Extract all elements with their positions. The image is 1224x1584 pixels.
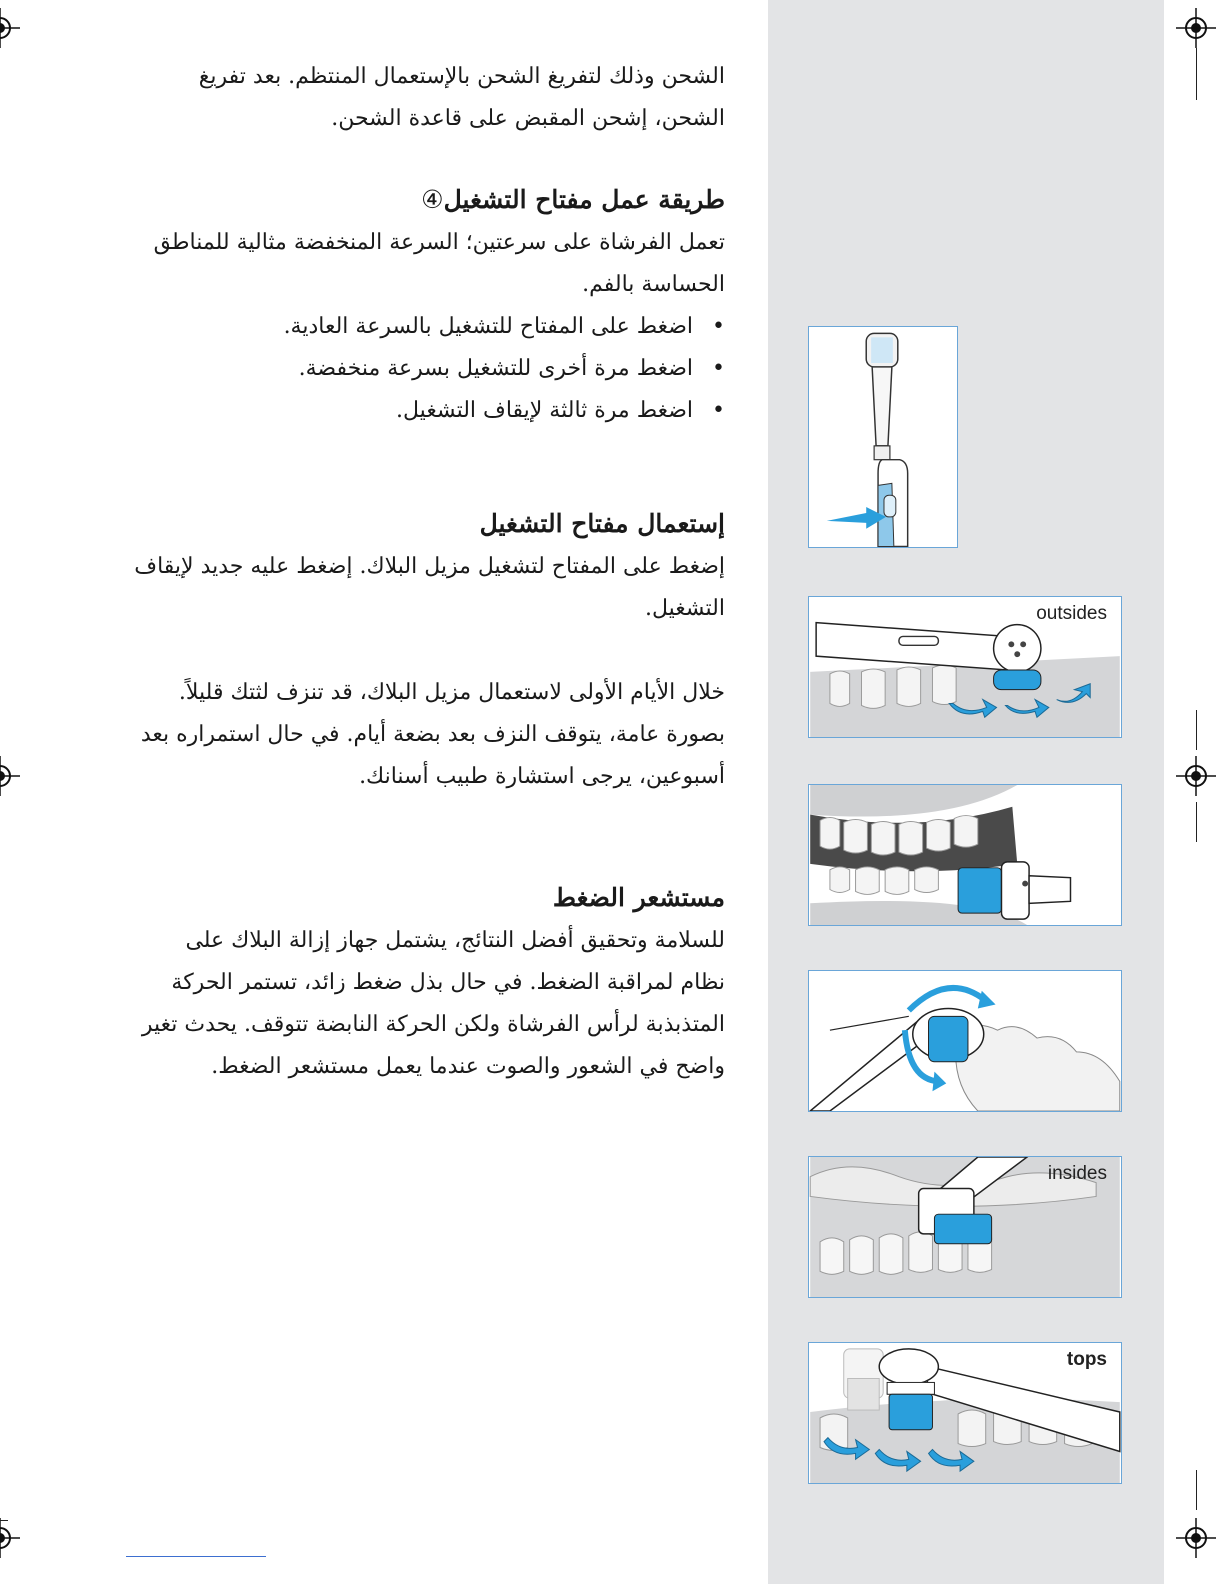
crop-mark <box>1196 48 1197 100</box>
intro-line-2: الشحن، إشحن المقبض على قاعدة الشحن. <box>331 106 725 131</box>
brushing-outsides-figure <box>808 596 1122 738</box>
crop-mark <box>1196 802 1197 842</box>
brushing-rotation-figure <box>808 970 1122 1112</box>
intro-paragraph <box>120 56 725 140</box>
section-pressure-line-1: للسلامة وتحقيق أفضل النتائج، يشتمل جهاز إزالة البلاك على <box>185 928 725 953</box>
registration-mark-icon <box>1176 756 1216 796</box>
toothbrush-switch-figure <box>808 326 958 548</box>
section-gums-line-1: خلال الأيام الأولى لاستعمال مزيل البلاك، قد تنزف لثتك قليلاً. <box>178 680 725 705</box>
crop-mark <box>0 1520 8 1521</box>
brushing-insides-figure <box>808 1156 1122 1298</box>
section-use-line-1: إضغط على المفتاح لتشغيل مزيل البلاك. إضغط عليه جديد لإيقاف <box>134 554 725 579</box>
section-gums-line-3: أسبوعين، يرجى استشارة طبيب أسنانك. <box>359 764 725 789</box>
section-pressure-title: مستشعر الضغط <box>552 883 725 912</box>
registration-mark-icon <box>0 756 20 796</box>
crop-mark <box>1196 710 1197 750</box>
section-operation-title <box>120 178 725 222</box>
section-operation-title-text: طريقة عمل مفتاح التشغيل <box>443 185 725 214</box>
list-item: • اضغط مرة أخرى للتشغيل بسرعة منخفضة. <box>120 348 725 390</box>
section-use-line-2: التشغيل. <box>645 596 725 621</box>
operation-bullet-list <box>120 306 725 432</box>
section-gums-line-2: بصورة عامة، يتوقف النزف بعد بضعة أيام. في حال استمراره بعد <box>140 722 725 747</box>
section-pressure-line-2: نظام لمراقبة الضغط. في حال بذل ضغط زائد، تستمر الحركة <box>171 970 725 995</box>
list-item: • اضغط على المفتاح للتشغيل بالسرعة العادية. <box>120 306 725 348</box>
list-item: • اضغط مرة ثالثة لإيقاف التشغيل. <box>120 390 725 432</box>
mouth-illustration <box>809 785 1121 925</box>
section-operation-line-2: الحساسة بالفم. <box>582 272 725 297</box>
section-pressure-line-4: واضح في الشعور والصوت عندما يعمل مستشعر الضغط. <box>211 1054 725 1079</box>
brushing-angle-figure <box>808 784 1122 926</box>
footer-rule <box>126 1556 266 1557</box>
section-pressure <box>120 876 725 1088</box>
outsides-label: outsides <box>1036 603 1107 624</box>
crop-mark <box>1196 1470 1197 1510</box>
brushing-tops-figure <box>808 1342 1122 1484</box>
section-operation <box>120 178 725 432</box>
section-use-title: إستعمال مفتاح التشغيل <box>479 509 725 538</box>
insides-label: insides <box>1047 1163 1107 1184</box>
section-use <box>120 502 725 630</box>
section-gums <box>120 672 725 798</box>
registration-mark-icon <box>1176 1518 1216 1558</box>
registration-mark-icon <box>0 1518 20 1558</box>
intro-line-1: الشحن وذلك لتفريغ الشحن بالإستعمال المنتظم. بعد تفريغ <box>198 64 725 89</box>
toothbrush-illustration <box>809 327 957 547</box>
tops-label: tops <box>1066 1349 1107 1370</box>
registration-mark-icon <box>0 8 20 48</box>
registration-mark-icon <box>1176 8 1216 48</box>
rotation-illustration <box>809 971 1121 1111</box>
section-pressure-line-3: المتذبذبة لرأس الفرشاة ولكن الحركة النابضة تتوقف. يحدث تغير <box>141 1012 725 1037</box>
figure-ref-badge: ④ <box>421 185 444 214</box>
section-operation-line-1: تعمل الفرشاة على سرعتين؛ السرعة المنخفضة مثالية للمناطق <box>153 230 725 255</box>
